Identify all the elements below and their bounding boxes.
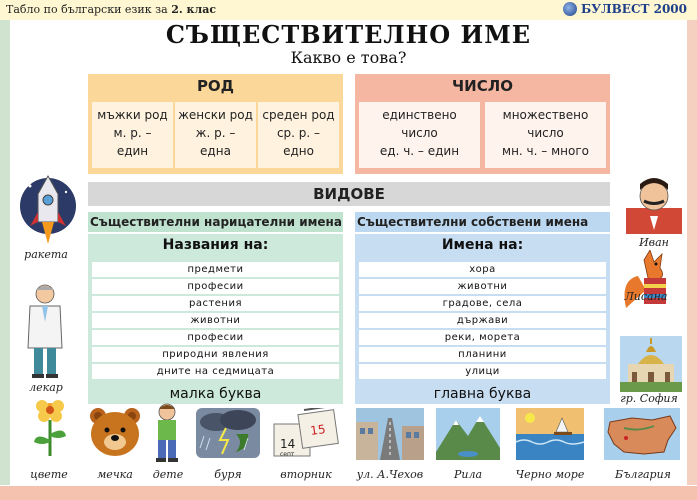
common-nouns-footer: малка буква [169,386,262,402]
rod-cell-line: женски род [178,108,253,122]
bottom-bar [0,486,697,500]
publisher-logo [563,2,687,16]
rod-cell-neuter [258,102,339,168]
calendar-icon [270,408,342,458]
chislo-cell-line: число [527,126,564,140]
globe-icon [563,2,577,16]
series-label [6,3,216,16]
rod-cell-line: мъжки род [97,108,168,122]
proper-nouns-box [355,234,610,404]
caption-mechka: мечка [97,468,133,481]
page-title: СЪЩЕСТВИТЕЛНО ИМЕ [165,20,532,49]
caption-cherno-more: Черно море [515,468,585,481]
rod-cell-masculine [92,102,173,168]
rod-panel [88,74,343,174]
list-item: държави [359,313,606,328]
list-item: природни явления [92,347,339,362]
calendar-day-1: 14 [280,437,296,451]
caption-chehov: ул. А.Чехов [356,468,424,481]
caption-dete: дете [152,468,184,481]
proper-nouns-footer: главна буква [433,386,532,402]
chislo-cell-singular [359,102,480,168]
list-item: животни [359,279,606,294]
sea-icon [516,408,584,460]
list-item: предмети [92,262,339,277]
mountain-icon [436,408,500,460]
list-item: растения [92,296,339,311]
chislo-cell-line: ед. ч. – един [379,144,460,158]
chislo-cell-line: единствено [382,108,457,122]
chislo-heading: ЧИСЛО [452,77,513,95]
caption-vtornik: вторник [280,468,332,481]
bulgaria-map-icon [604,408,680,460]
publisher-name: БУЛВЕСТ 2000 [581,2,687,16]
right-band [687,20,697,485]
caption-cvete: цвете [30,468,68,481]
caption-rila: Рила [453,468,483,481]
bear-icon [88,404,142,460]
proper-nouns-heading: Имена на: [441,237,524,253]
calendar-day-2: 15 [309,422,327,439]
series-text: Табло по български език за [6,3,168,16]
left-band [0,20,10,485]
list-item: хора [359,262,606,277]
common-nouns-box [88,234,343,404]
caption-burya: буря [214,468,242,481]
series-grade: 2. клас [171,3,217,16]
caption-lisana: Лисана [624,290,668,303]
list-item: професии [92,330,339,345]
list-item: реки, морета [359,330,606,345]
chislo-cell-line: число [401,126,438,140]
street-icon [356,408,424,460]
child-icon [150,402,184,462]
caption-raketa: ракета [24,248,68,261]
doctor-icon [22,282,68,382]
chislo-cell-plural [485,102,606,168]
rod-heading: РОД [196,77,235,95]
rod-cell-line: една [200,144,231,158]
chislo-cell-line: множествено [502,108,589,122]
rod-cell-line: среден род [262,108,335,122]
storm-icon [196,408,260,458]
rod-cell-line: м. р. – [113,126,152,140]
caption-balgaria: България [615,468,671,481]
common-nouns-heading: Названия на: [162,237,269,253]
common-nouns-label: Съществителни нарицателни имена [88,212,343,232]
list-item: животни [92,313,339,328]
chislo-panel [355,74,610,174]
list-item: планини [359,347,606,362]
rod-cell-line: ж. р. – [195,126,236,140]
list-item: улици [359,364,606,379]
list-item: професии [92,279,339,294]
caption-sofia: гр. София [620,392,678,405]
list-item: градове, села [359,296,606,311]
proper-nouns-label: Съществителни собствени имена [355,212,610,232]
page-subtitle: Какво е това? [290,48,407,67]
calendar-month: септ [280,451,295,458]
rod-cell-line: един [116,144,149,158]
rod-cell-line: ср. р. – [276,126,321,140]
cathedral-icon [620,336,682,392]
vidove-heading: ВИДОВЕ [88,182,610,206]
caption-lekar: лекар [29,381,63,394]
chislo-cell-line: мн. ч. – много [502,144,589,158]
flower-icon [28,396,72,458]
caption-ivan: Иван [639,236,669,249]
rod-cell-line: едно [283,144,314,158]
list-item: дните на седмицата [92,364,339,379]
rod-cell-feminine [175,102,256,168]
man-portrait-icon [626,172,682,234]
rocket-icon [18,172,78,250]
